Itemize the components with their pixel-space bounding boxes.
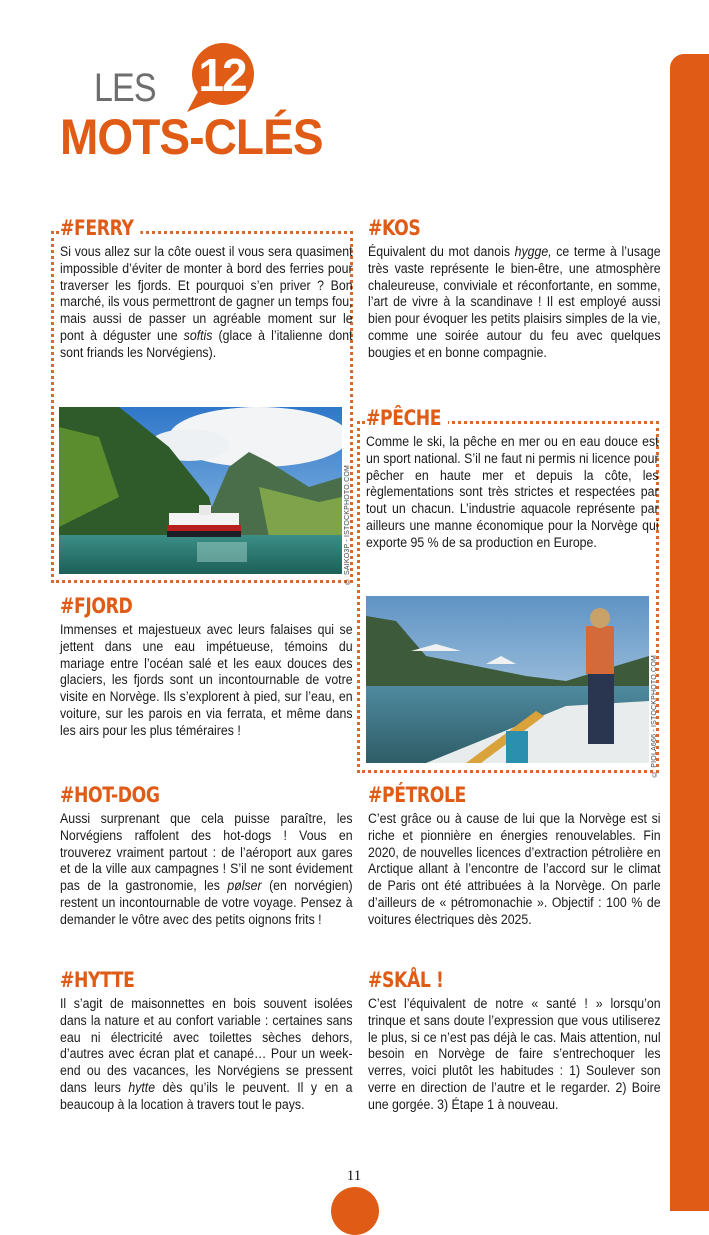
title-number: 12 <box>198 49 246 101</box>
section-heading: #HYTTE <box>60 968 141 992</box>
section-petrole <box>368 783 660 929</box>
fishing-photo <box>366 596 649 763</box>
photo-credit: © SAIKO3P - ISTOCKPHOTO.COM <box>344 465 351 585</box>
section-text: Équivalent du mot danois hygge, ce terme à l’usage très vaste représente le bien-être, une atmosphère chaleureuse, conviviale et réconfortante, en somme, l’art de vivre à la scandinave ! Il est employé aussi bien pour évoquer les petits plaisirs simples de la vie, comme une soirée autour du feu avec quelques bougies et en bonne compagnie. <box>368 244 661 360</box>
page-title: MOTS-CLÉS <box>60 109 323 165</box>
section-ferry <box>60 216 352 362</box>
section-skal <box>368 968 660 1114</box>
section-heading: #FJORD <box>60 594 139 618</box>
section-text: Immenses et majestueux avec leurs falaises qui se jettent dans une eau impétueuse, témoins du mariage entre l’océan salé et les eaux douces des glaciers, les fjords sont un incontournable de votre visite en Norvège. Ils s’explorent à pied, sur l’eau, en voiture, sur les parois en via ferrata, et même dans les airs pour les plus téméraires ! <box>60 622 353 738</box>
section-kos <box>368 216 660 362</box>
section-text: C’est grâce ou à cause de lui que la Norvège est si riche et pionnière en énergies renouvelables. Fin 2020, de nouvelles licences d’extraction pétrolière en Arctique allant à l’encontre de l’accord sur le climat de Paris ont été attribuées à la Norvège. On parle d’ailleurs de « pétromonachie ». Objectif : 100 % de voitures électriques dès 2025. <box>368 811 661 927</box>
section-heading: #FERRY <box>60 216 140 240</box>
page-number: 11 <box>346 1168 362 1184</box>
section-text: C’est l’équivalent de notre « santé ! » lorsqu’on trinque et sans doute l’expression que vous utiliserez le plus, si ce n’est pas déjà le cas. Mais attention, nul besoin en Norvège de faire s’entrechoquer les verres, voici plutôt les habitudes : 1) Soulever son verre en direction de l’autre et le regarder. 2) Boire une gorgée. 3) Étape 1 à nouveau. <box>368 996 661 1112</box>
section-heading: #PÉTROLE <box>368 783 472 807</box>
photo-credit: © PIOLA666 - ISTOCKPHOTO.COM <box>651 655 658 778</box>
section-heading: #SKÅL ! <box>368 968 450 992</box>
section-hotdog <box>60 783 352 929</box>
section-text: Si vous allez sur la côte ouest il vous sera quasiment impossible d’éviter de monter à bord des ferries pour traverser les fjords. Et pourquoi s’en priver ? Bon marché, ils vous permettront de gagner un temps fou, mais aussi de passer un agréable moment sur le pont à déguster une softis (glace à l’italienne dont sont friands les Norvégiens). <box>60 244 353 360</box>
section-fjord <box>60 594 352 740</box>
section-text: Comme le ski, la pêche en mer ou en eau douce est un sport national. S’il ne faut ni permis ni licence pour pêcher en haute mer et depuis la côte, les règlementations sont très strictes et respectées par tout un chacun. L’industrie aquacole représente par ailleurs une manne économique pour la Norvège qui exporte 95 % de sa production en Europe. <box>366 434 659 550</box>
section-heading: #PÊCHE <box>366 406 448 430</box>
section-text: Il s’agit de maisonnettes en bois souvent isolées dans la nature et au confort variable : certaines sans eau ni électricité avec toilettes sèches dehors, d’autres avec écran plat et canapé… Pour un week-end ou des vacances, les Norvégiens se pressent dans leurs hytte dès qu’ils le peuvent. Il y en a beaucoup à la location à travers tout le pays. <box>60 996 353 1112</box>
section-heading: #KOS <box>368 216 427 240</box>
section-peche <box>366 406 658 552</box>
side-color-bar <box>670 54 709 1211</box>
title-prefix: LES <box>94 66 156 110</box>
section-text: Aussi surprenant que cela puisse paraître, les Norvégiens raffolent des hot-dogs ! Vous en trouverez vraiment partout : de l’aéroport aux gares et de la ville aux campagnes ! S’il ne sont évidement pas de la gastronomie, les pølser (en norvégien) restent un incontournable de votre voyage. Pensez à demander le vôtre avec des petits oignons frits ! <box>60 811 353 927</box>
section-hytte <box>60 968 352 1114</box>
ferry-photo <box>59 407 342 574</box>
page-number-tab <box>331 1187 379 1235</box>
section-heading: #HOT-DOG <box>60 783 166 807</box>
